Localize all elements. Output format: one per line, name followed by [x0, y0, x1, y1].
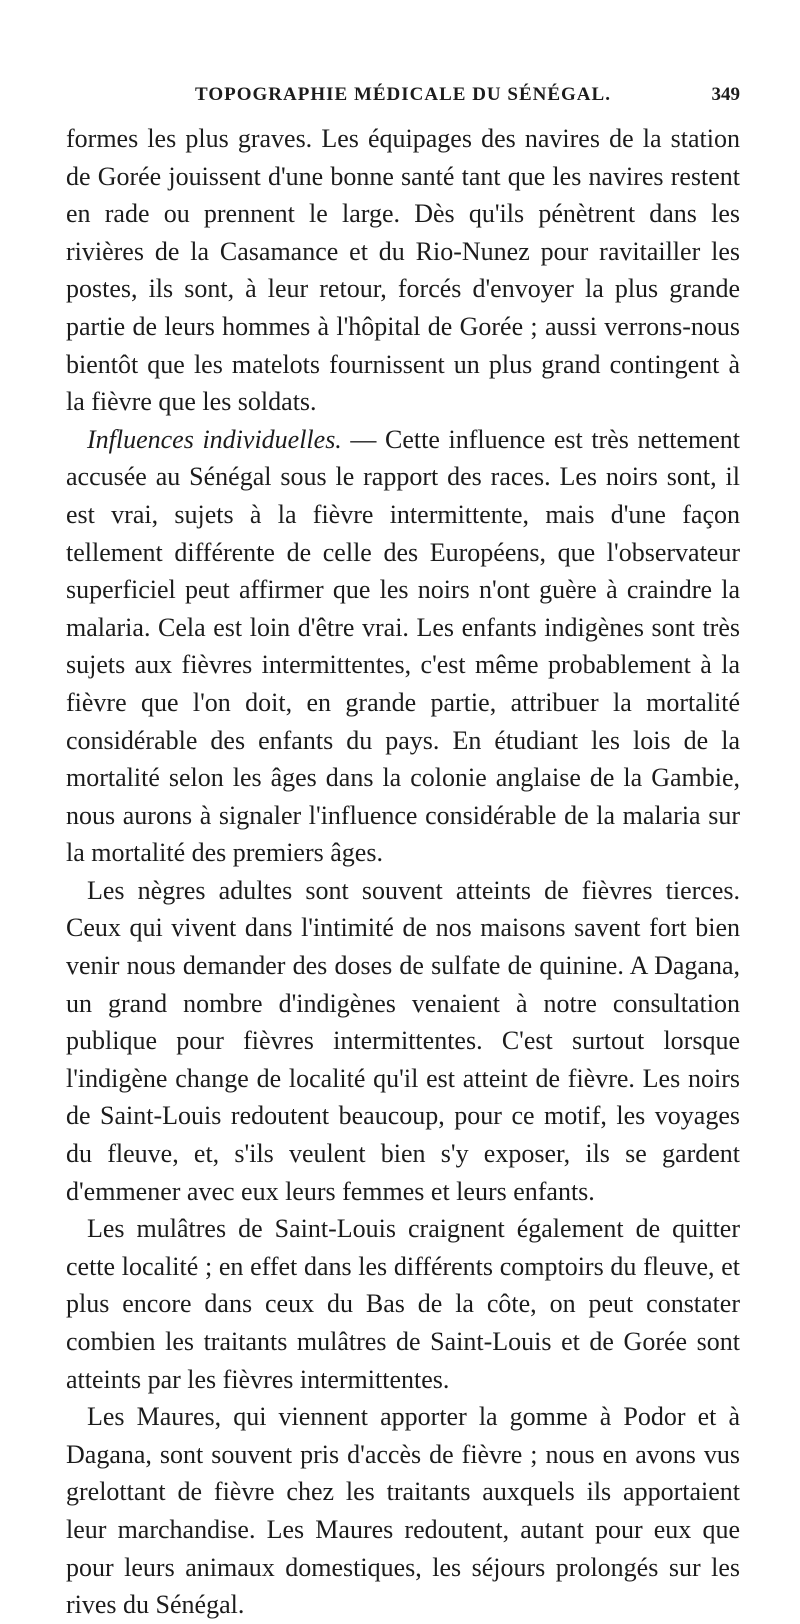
paragraph-influences-individuelles: [66, 421, 740, 872]
paragraph-text: — Cette influence est très nettement accusée au Sénégal sous le rapport des races. Les noirs sont, il est vrai, sujets à la fièvre intermittente, mais d'une façon tellement différente de celle des Européens, que l'observateur superficiel peut affirmer que les noirs n'ont guère à craindre la malaria. Cela est loin d'être vrai. Les enfants indigènes sont très sujets aux fièvres intermittentes, c'est même probablement à la fièvre que l'on doit, en grande partie, attribuer la mortalité considérable des enfants du pays. En étudiant les lois de la mortalité selon les âges dans la colonie anglaise de la Gambie, nous aurons à signaler l'influence considérable de la malaria sur la mortalité des premiers âges.: [66, 424, 740, 868]
paragraph-negres-adultes: [66, 872, 740, 1210]
body-text: [66, 120, 740, 1624]
paragraph-text: Les mulâtres de Saint-Louis craignent également de quitter cette localité ; en effet dans les différents comptoirs du fleuve, et plus encore dans ceux du Bas de la côte, on peut constater combien les traitants mulâtres de Saint-Louis et de Gorée sont atteints par les fièvres intermittentes.: [66, 1214, 740, 1394]
section-runin-heading: Influences individuelles.: [87, 424, 342, 454]
paragraph-mulatres: [66, 1210, 740, 1398]
paragraph-continuation: [66, 120, 740, 421]
paragraph-maures: [66, 1398, 740, 1624]
running-title: TOPOGRAPHIE MÉDICALE DU SÉNÉGAL.: [195, 84, 611, 105]
paragraph-text: Les nègres adultes sont souvent atteints de fièvres tierces. Ceux qui vivent dans l'intimité de nos maisons savent fort bien venir nous demander des doses de sulfate de quinine. A Dagana, un grand nombre d'indigènes venaient à notre consultation publique pour fièvres intermittentes. C'est surtout lorsque l'indigène change de localité qu'il est atteint de fièvre. Les noirs de Saint-Louis redoutent beaucoup, pour ce motif, les voyages du fleuve, et, s'ils veulent bien s'y exposer, ils se gardent d'emmener avec eux leurs femmes et leurs enfants.: [66, 875, 740, 1206]
page-number: 349: [711, 84, 740, 105]
running-head: [66, 84, 740, 114]
paragraph-text: formes les plus graves. Les équipages des navires de la station de Gorée jouissent d'une bonne santé tant que les navires restent en rade ou prennent le large. Dès qu'ils pénètrent dans les rivières de la Casamance et du Rio-Nunez pour ravitailler les postes, ils sont, à leur retour, forcés d'envoyer la plus grande partie de leurs hommes à l'hôpital de Gorée ; aussi verrons-nous bientôt que les matelots fournissent un plus grand contingent à la fièvre que les soldats.: [66, 124, 740, 417]
paragraph-text: Les Maures, qui viennent apporter la gomme à Podor et à Dagana, sont souvent pris d'accès de fièvre ; nous en avons vus grelottant de fièvre chez les traitants auxquels ils apportaient leur marchandise. Les Maures redoutent, autant pour eux que pour leurs animaux domestiques, les séjours prolongés sur les rives du Sénégal.: [66, 1402, 740, 1620]
